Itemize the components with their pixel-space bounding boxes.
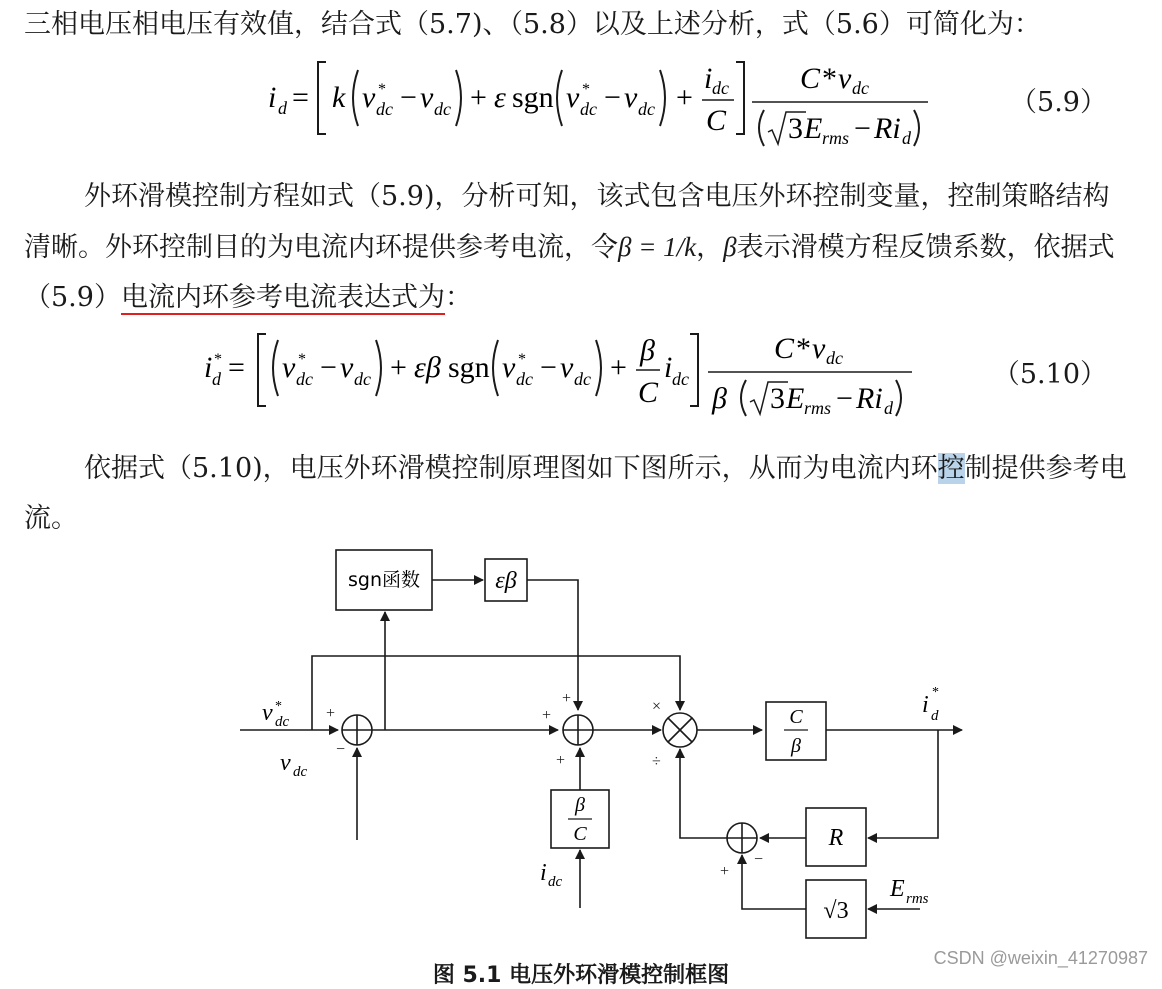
svg-text:=: = bbox=[292, 81, 309, 114]
svg-text:β: β bbox=[712, 382, 727, 415]
svg-text:−: − bbox=[854, 112, 871, 145]
svg-text:Ri: Ri bbox=[856, 382, 883, 415]
svg-text:dc: dc bbox=[434, 99, 451, 119]
svg-text:*: * bbox=[932, 685, 939, 700]
svg-text:dc: dc bbox=[376, 99, 393, 119]
paragraph-outer-loop-text-a: 外环滑模控制方程如式（5.9)，分析可知，该式包含电压外环控制变量，控制策略结构清晰。外环控制目的为电流内环提供参考电流，令 bbox=[24, 181, 1110, 263]
svg-text:k: k bbox=[332, 81, 346, 114]
svg-text:v: v bbox=[340, 351, 354, 384]
equation-5-10-number: （5.10） bbox=[992, 359, 1107, 390]
svg-text:v: v bbox=[282, 351, 296, 384]
svg-text:d: d bbox=[212, 369, 221, 389]
id-ref-label: i bbox=[922, 692, 929, 718]
svg-text:+: + bbox=[676, 81, 693, 114]
svg-text:v: v bbox=[420, 81, 434, 114]
equation-5-10 bbox=[0, 322, 1162, 422]
paragraph-diagram-intro-text-a: 依据式（5.10)，电压外环滑模控制原理图如下图所示，从而为电流内环 bbox=[84, 453, 938, 484]
paragraph-outer-loop bbox=[24, 172, 1134, 323]
svg-text:=: = bbox=[228, 351, 245, 384]
r-block-label: R bbox=[828, 825, 844, 851]
svg-text:*: * bbox=[298, 351, 306, 368]
svg-text:i: i bbox=[704, 62, 713, 95]
svg-text:−: − bbox=[540, 351, 557, 384]
svg-text:*: * bbox=[518, 351, 526, 368]
c-over-beta-denominator: β bbox=[791, 735, 801, 757]
equation-5-9-number: （5.9） bbox=[1010, 87, 1107, 118]
paragraph-outer-loop-text-d: ： bbox=[444, 282, 472, 313]
svg-text:v: v bbox=[624, 81, 638, 114]
svg-text:dc: dc bbox=[516, 369, 533, 389]
paragraph-diagram-intro bbox=[24, 444, 1134, 544]
svg-text:*: * bbox=[796, 332, 811, 365]
svg-text:+: + bbox=[542, 707, 552, 724]
svg-text:Ri: Ri bbox=[874, 112, 901, 145]
equation-5-10-formula bbox=[0, 322, 1162, 422]
svg-text:v: v bbox=[560, 351, 574, 384]
equation-5-9-formula bbox=[0, 52, 1162, 152]
svg-text:dc: dc bbox=[712, 78, 729, 98]
svg-text:+: + bbox=[470, 81, 487, 114]
idc-label: i bbox=[540, 860, 547, 886]
svg-text:dc: dc bbox=[852, 78, 869, 98]
svg-text:÷: ÷ bbox=[652, 753, 661, 770]
svg-text:−: − bbox=[400, 81, 417, 114]
svg-text:−: − bbox=[836, 382, 853, 415]
svg-text:−: − bbox=[754, 851, 764, 868]
beta-over-c-numerator: β bbox=[575, 794, 585, 816]
c-over-beta-numerator: C bbox=[789, 706, 803, 728]
svg-text:−: − bbox=[320, 351, 337, 384]
svg-text:dc: dc bbox=[574, 369, 591, 389]
svg-text:d: d bbox=[884, 398, 893, 418]
svg-text:dc: dc bbox=[275, 714, 290, 730]
svg-text:ε: ε bbox=[494, 81, 506, 114]
highlighted-character: 控 bbox=[937, 453, 965, 484]
svg-text:dc: dc bbox=[293, 764, 308, 780]
beta-symbol: β bbox=[723, 232, 737, 262]
eps-beta-label: εβ bbox=[495, 568, 517, 594]
svg-text:i: i bbox=[204, 351, 213, 384]
equation-5-9 bbox=[0, 52, 1162, 152]
svg-text:C: C bbox=[706, 104, 727, 137]
svg-text:−: − bbox=[336, 741, 346, 758]
svg-text:E: E bbox=[804, 112, 823, 145]
paragraph-outer-loop-text-b: ， bbox=[696, 232, 724, 263]
svg-text:rms: rms bbox=[804, 398, 832, 418]
junction-signs bbox=[326, 690, 763, 880]
vdc-label: v bbox=[280, 750, 291, 776]
paragraph-diagram-intro-text-b: 制提供参考电流。 bbox=[24, 453, 1127, 534]
block-diagram bbox=[0, 540, 1162, 950]
svg-text:E: E bbox=[786, 382, 805, 415]
paragraph-intro-text: 三相电压相电压有效值，结合式（5.7)、（5.8）以及上述分析，式（5.6）可简化为： bbox=[24, 9, 1041, 40]
svg-text:dc: dc bbox=[826, 348, 843, 368]
svg-text:v: v bbox=[838, 62, 852, 95]
signal-labels bbox=[262, 685, 939, 907]
svg-text:C: C bbox=[800, 62, 821, 95]
paragraph-outer-loop-text-c: 表示滑模方程反馈系数，依据式（5.9） bbox=[24, 232, 1115, 313]
svg-text:−: − bbox=[604, 81, 621, 114]
svg-text:εβ: εβ bbox=[414, 351, 441, 384]
svg-text:d: d bbox=[278, 98, 287, 118]
svg-text:C: C bbox=[638, 376, 659, 409]
svg-text:v: v bbox=[812, 332, 826, 365]
svg-text:β: β bbox=[640, 334, 655, 367]
svg-text:3: 3 bbox=[788, 112, 803, 145]
svg-text:v: v bbox=[362, 81, 376, 114]
svg-text:d: d bbox=[931, 708, 939, 724]
output-feedback-line bbox=[868, 730, 938, 838]
svg-text:+: + bbox=[556, 752, 566, 769]
svg-text:rms: rms bbox=[906, 891, 929, 907]
svg-text:×: × bbox=[652, 698, 662, 715]
svg-text:sgn: sgn bbox=[448, 351, 490, 384]
beta-over-c-denominator: C bbox=[573, 823, 587, 845]
svg-text:3: 3 bbox=[770, 382, 785, 415]
svg-text:i: i bbox=[268, 81, 277, 114]
svg-text:rms: rms bbox=[822, 128, 850, 148]
svg-text:C: C bbox=[774, 332, 795, 365]
sqrt3-block-label: √3 bbox=[823, 898, 849, 924]
svg-text:*: * bbox=[378, 81, 386, 98]
beta-definition: β = 1/k bbox=[618, 232, 697, 262]
svg-text:dc: dc bbox=[548, 874, 563, 890]
watermark: CSDN @weixin_41270987 bbox=[933, 948, 1148, 968]
svg-text:dc: dc bbox=[354, 369, 371, 389]
svg-text:sgn: sgn bbox=[512, 81, 554, 114]
svg-text:+: + bbox=[390, 351, 407, 384]
svg-text:v: v bbox=[502, 351, 516, 384]
svg-text:+: + bbox=[326, 705, 336, 722]
vdc-ref-label: v bbox=[262, 700, 273, 726]
svg-text:+: + bbox=[562, 690, 572, 707]
svg-text:dc: dc bbox=[638, 99, 655, 119]
svg-text:+: + bbox=[720, 863, 730, 880]
figure-caption: 图 5.1 电压外环滑模控制框图 bbox=[432, 963, 730, 988]
paragraph-intro bbox=[24, 0, 1134, 50]
erms-label: E bbox=[890, 876, 905, 902]
underlined-phrase: 电流内环参考电流表达式为 bbox=[120, 282, 445, 313]
svg-text:*: * bbox=[214, 351, 222, 368]
svg-text:*: * bbox=[582, 81, 590, 98]
svg-text:*: * bbox=[275, 699, 282, 714]
svg-text:*: * bbox=[822, 62, 837, 95]
svg-text:+: + bbox=[610, 351, 627, 384]
svg-text:dc: dc bbox=[672, 369, 689, 389]
svg-text:i: i bbox=[664, 351, 673, 384]
sgn-block-label: sgn函数 bbox=[347, 569, 421, 591]
svg-text:d: d bbox=[902, 128, 911, 148]
divisor-line bbox=[680, 749, 727, 838]
svg-text:dc: dc bbox=[580, 99, 597, 119]
svg-text:dc: dc bbox=[296, 369, 313, 389]
svg-text:v: v bbox=[566, 81, 580, 114]
